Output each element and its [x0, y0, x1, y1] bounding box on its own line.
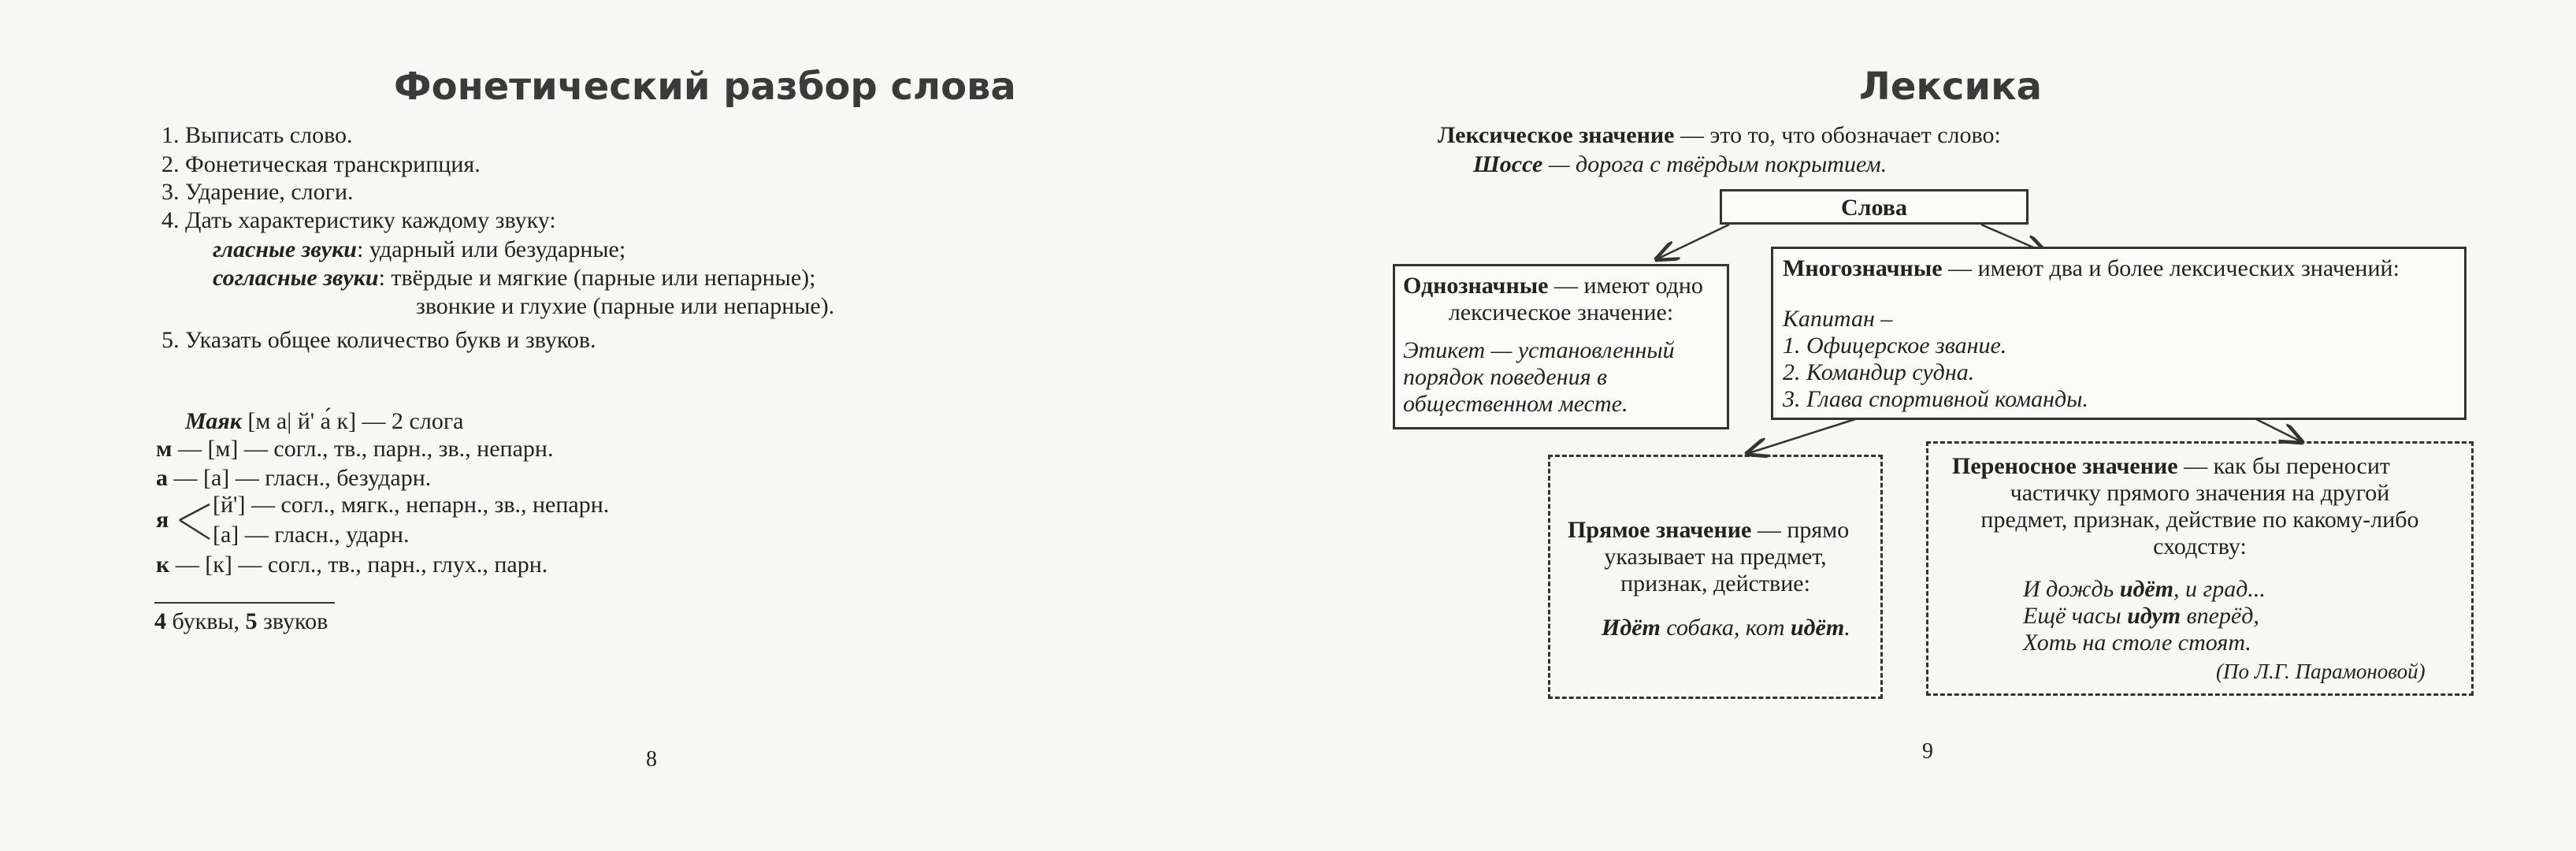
single-text: — имеют одно: [1548, 273, 1703, 299]
right-page: [1288, 0, 2576, 851]
example-verb: идёт: [1790, 615, 1845, 641]
letter: я: [156, 507, 169, 533]
poem-verb: идут: [2127, 603, 2181, 629]
letter-row: [156, 552, 547, 578]
single-heading: [1403, 273, 1703, 299]
example-text: собака, кот: [1660, 615, 1791, 641]
letter: к: [156, 552, 170, 578]
words-box-label: Слова: [1841, 195, 1907, 221]
multi-example-2: 2. Командир судна.: [1783, 359, 1975, 385]
direct-text-3: признак, действие:: [1620, 570, 1810, 596]
example-text: .: [1844, 615, 1850, 641]
multi-example-0: Капитан –: [1783, 306, 1893, 332]
multi-example-1: 1. Офицерское звание.: [1783, 333, 2007, 359]
single-example-2: порядок поведения в: [1403, 364, 1608, 390]
step-3: 3. Ударение, слоги.: [161, 179, 354, 205]
consonants-text-2: звонкие и глухие (парные или непарные).: [416, 293, 835, 319]
ya-line-2: [а] — гласн., ударн.: [213, 522, 410, 548]
single-example-3: общественном месте.: [1403, 391, 1628, 417]
letter: м: [156, 436, 173, 462]
step-4: 4. Дать характеристику каждому звуку:: [161, 207, 556, 233]
example-transcription: [м а| й' а́ к] — 2 слога: [241, 408, 464, 434]
step-5: 5. Указать общее количество букв и звуков.: [161, 327, 596, 353]
poem-line-3: Хоть на столе стоят.: [2023, 630, 2251, 656]
multi-heading: [1783, 255, 2400, 282]
page-title: Лексика: [1859, 65, 2043, 109]
vowels-text: : ударный или безударные;: [357, 236, 626, 262]
poem-text: Ещё часы: [2023, 603, 2128, 629]
direct-text-2: указывает на предмет,: [1604, 544, 1827, 570]
figurative-text-4: сходству:: [2153, 533, 2247, 559]
letter-description: — [м] — согл., тв., парн., зв., непарн.: [172, 436, 554, 462]
ya-line-1: [й'] — согл., мягк., непарн., зв., непарн.: [213, 492, 610, 518]
sounds-word: звуков: [257, 608, 328, 634]
words-box: [1720, 189, 2029, 225]
consonants-label: согласные звуки: [213, 265, 379, 291]
poem-text: , и град...: [2173, 576, 2266, 602]
multi-meaning-box: [1771, 247, 2467, 420]
figurative-text-3: предмет, признак, действие по какому-либо: [1980, 507, 2419, 533]
letters-word: буквы,: [166, 608, 246, 634]
poem-line-1: [2023, 576, 2266, 603]
figurative-text-2: частичку прямого значения на другой: [2010, 480, 2390, 506]
poem-verb: идёт: [2119, 576, 2174, 602]
figurative-term: Переносное значение: [1952, 453, 2178, 479]
direct-example: [1602, 615, 1850, 641]
figurative-meaning-box: [1926, 441, 2474, 696]
figurative-heading: [1952, 453, 2390, 480]
single-meaning-box: [1393, 264, 1729, 429]
example-verb: Идёт: [1602, 615, 1661, 641]
direct-heading: [1568, 517, 1849, 544]
single-text-2: лексическое значение:: [1448, 299, 1674, 325]
letters-count: 4: [154, 608, 166, 634]
single-example-1: Этикет — установленный: [1403, 337, 1675, 363]
vowels-label: гласные звуки: [213, 236, 357, 262]
letter: а: [156, 465, 168, 491]
consonants-text: : твёрдые и мягкие (парные или непарные);: [378, 265, 816, 291]
figurative-text: — как бы переносит: [2177, 453, 2391, 479]
example-word: Шоссе: [1473, 151, 1543, 177]
example-text: — дорога с твёрдым покрытием.: [1542, 151, 1887, 177]
direct-meaning-box: [1548, 455, 1883, 699]
letter-description: — [а] — гласн., безударн.: [168, 465, 432, 491]
step-1: 1. Выписать слово.: [161, 122, 353, 148]
page-number: 8: [646, 747, 657, 771]
poem-source: (По Л.Г. Парамоновой): [2216, 660, 2426, 683]
definition-text: — это то, что обозначает слово:: [1674, 122, 2001, 148]
page-number: 9: [1922, 739, 1933, 764]
poem-text: И дождь: [2023, 576, 2120, 602]
page-title: Фонетический разбор слова: [394, 65, 1016, 109]
step-2: 2. Фонетическая транскрипция.: [161, 151, 481, 177]
definition-term: Лексическое значение: [1438, 122, 1675, 148]
direct-text: — прямо: [1751, 517, 1850, 543]
poem-text: вперёд,: [2181, 603, 2259, 629]
direct-term: Прямое значение: [1568, 517, 1752, 543]
multi-term: Многозначные: [1783, 255, 1943, 281]
summary: [154, 608, 328, 635]
poem-line-2: [2023, 603, 2259, 630]
example-word: Маяк: [185, 408, 242, 434]
sounds-count: 5: [245, 608, 258, 634]
letter-description: — [к] — согл., тв., парн., глух., парн.: [169, 552, 548, 578]
multi-example-3: 3. Глава спортивной команды.: [1783, 386, 2088, 412]
single-term: Однозначные: [1403, 273, 1549, 299]
multi-text: — имеют два и более лексических значений:: [1942, 255, 2400, 281]
